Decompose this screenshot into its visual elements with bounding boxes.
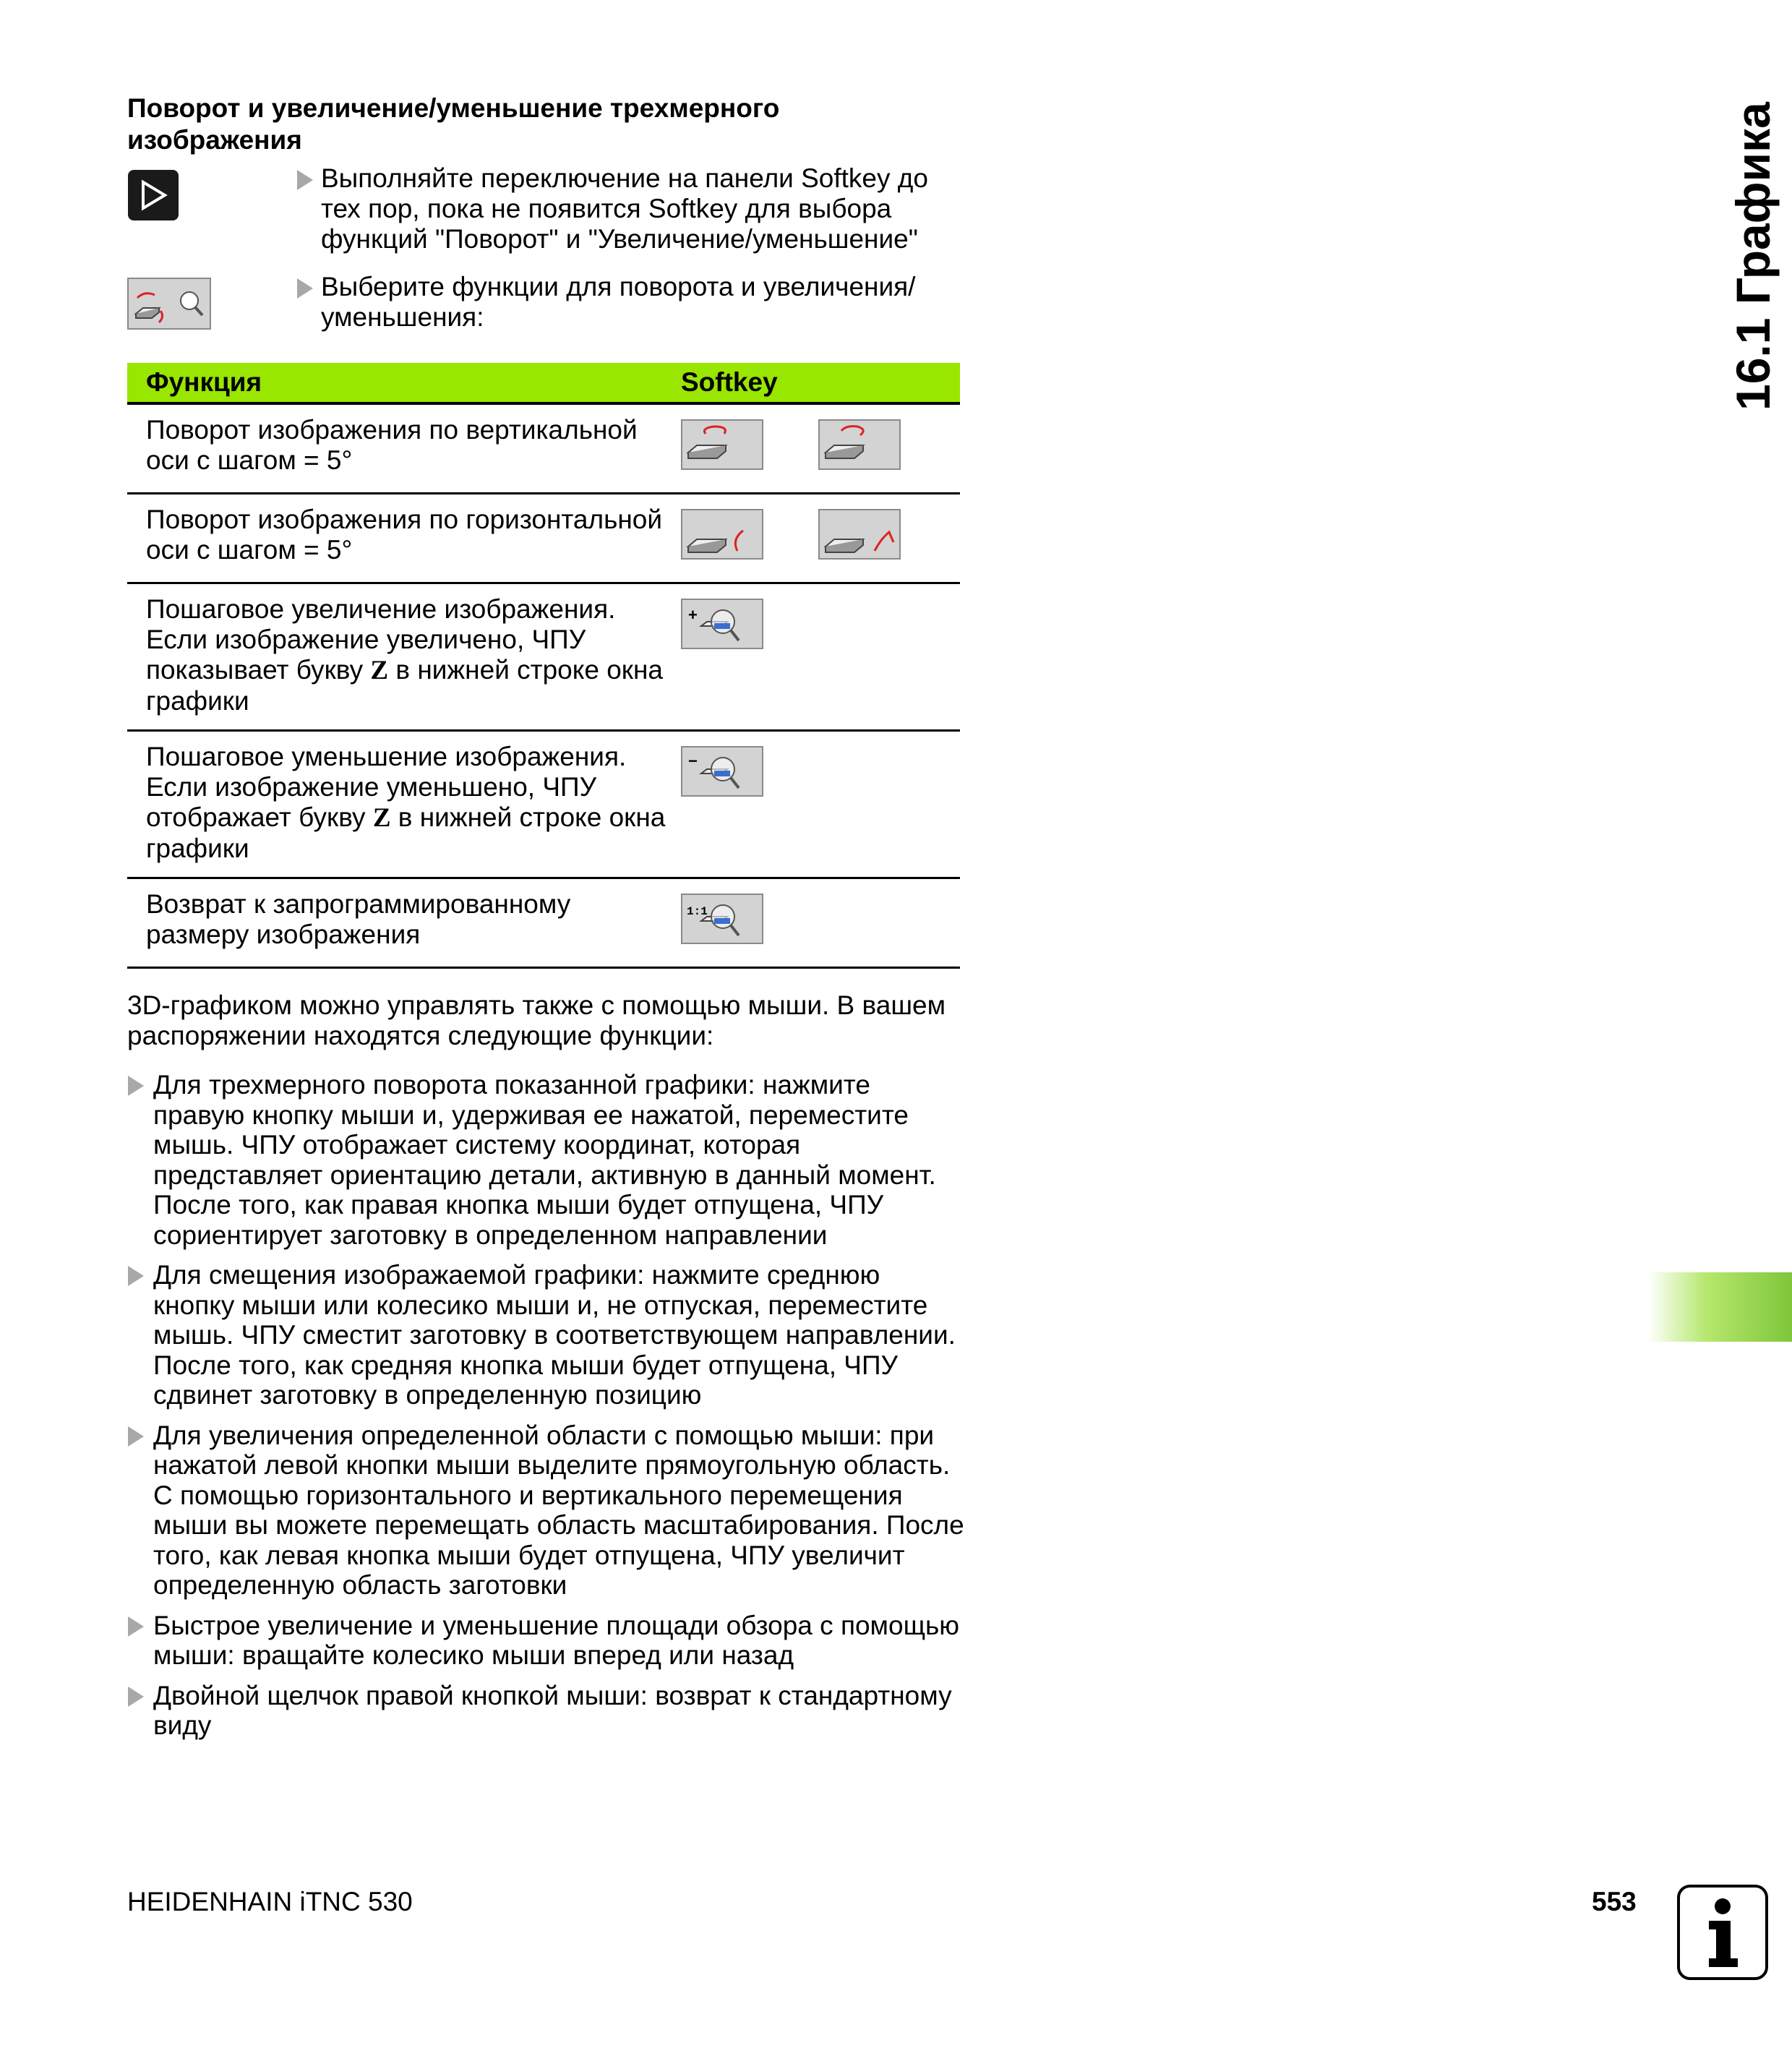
step-2-text: Выберите функции для поворота и увеличения/уменьшения: [321,272,916,332]
softkey-forward-icon [127,169,179,221]
bullet-icon [128,1266,144,1286]
zoom-in-icon[interactable] [681,599,763,649]
row-description [127,730,681,878]
zoom-out-icon[interactable] [681,746,763,797]
header-softkey: Softkey [681,363,960,403]
bullet-icon [128,1687,144,1707]
rotate-horizontal-up-icon[interactable] [818,509,901,560]
chapter-side-title-text: 16.1 Графика [1726,102,1780,411]
table-row [127,583,960,730]
row-softkeys [681,878,960,967]
rotate-vertical-left-icon[interactable] [681,419,763,470]
list-item-text: Для увеличения определенной области с помощью мыши: при нажатой левой кнопки мыши выделите прямоугольную область. С помощью горизонтального и вертикального перемещения мыши вы можете перемещать область масштабирования. После того, как левая кнопка мыши будет отпущена, ЧПУ увеличит определенную область заготовки [153,1420,964,1600]
list-item [127,1421,966,1601]
row-softkeys [681,730,960,878]
row-description: Поворот изображения по горизонтальной оси с шагом = 5° [127,493,681,583]
mouse-intro-paragraph: 3D-графиком можно управлять также с помощью мыши. В вашем распоряжении находятся следующие функции: [127,990,946,1050]
function-table [127,363,960,969]
rotate-zoom-softkey-icon [127,278,211,330]
row-softkeys [681,493,960,583]
bullet-icon [128,1426,144,1447]
list-item-text: Быстрое увеличение и уменьшение площади обзора с помощью мыши: вращайте колесико мыши вперед или назад [153,1610,960,1670]
step-2 [298,272,970,333]
page-number: 553 [1592,1887,1637,1916]
list-item-text: Двойной щелчок правой кнопкой мыши: возврат к стандартному виду [153,1680,952,1740]
zoom-reset-icon[interactable] [681,894,763,944]
bullet-icon [128,1616,144,1637]
table-row [127,878,960,967]
step-bullet-icon [297,170,313,190]
list-item [127,1070,966,1250]
table-header-row [127,363,960,403]
table-row [127,403,960,493]
list-item-text: Для трехмерного поворота показанной графики: нажмите правую кнопку мыши и, удерживая ее нажатой, переместите мышь. ЧПУ отображает систему координат, которая представляет ориентацию детали, активную в данный момент. После того, как правая кнопка мыши будет отпущена, ЧПУ сориентирует заготовку в определенном направлении [153,1070,936,1250]
section-heading: Поворот и увеличение/уменьшение трехмерного изображения [127,93,780,155]
table-row [127,493,960,583]
table-row [127,730,960,878]
step-bullet-icon [297,278,313,299]
chapter-tab-marker [1648,1272,1792,1342]
zoom-in-label: + [688,605,698,624]
zoom-out-label: − [688,751,698,770]
mouse-functions-list [127,1070,966,1751]
rotate-vertical-right-icon[interactable] [818,419,901,470]
list-item [127,1611,966,1671]
row-text-after: в нижней строке окна графики [146,802,666,863]
step-1-text: Выполняйте переключение на панели Softkey до тех пор, пока не появится Softkey для выбора функций "Поворот" и "Увеличение/уменьшение" [321,163,928,254]
row-description: Возврат к запрограммированному размеру изображения [127,878,681,967]
zoom-reset-label: 1:1 [687,904,708,918]
row-text-after: в нижней строке окна графики [146,654,663,716]
list-item [127,1260,966,1410]
rotate-horizontal-down-icon[interactable] [681,509,763,560]
row-description [127,583,681,730]
row-softkeys [681,583,960,730]
info-icon [1677,1885,1768,1980]
row-text-before: Пошаговое увеличение изображения. Если изображение увеличено, ЧПУ показывает букву [146,594,616,685]
bold-letter: Z [370,655,389,685]
header-function: Функция [127,363,681,403]
row-text-before: Пошаговое уменьшение изображения. Если изображение уменьшено, ЧПУ отображает букву [146,741,627,832]
row-softkeys [681,403,960,493]
list-item-text: Для смещения изображаемой графики: нажмите среднюю кнопку мыши или колесико мыши и, не отпуская, переместите мышь. ЧПУ сместит заготовку в соответствующем направлении. После того, как средняя кнопка мыши будет отпущена, ЧПУ сдвинет заготовку в определенную позицию [153,1260,956,1410]
bullet-icon [128,1076,144,1096]
chapter-side-title [1681,102,1780,411]
list-item [127,1681,966,1741]
bold-letter: Z [372,802,391,833]
row-description: Поворот изображения по вертикальной оси с шагом = 5° [127,403,681,493]
step-1 [298,163,970,254]
footer-product: HEIDENHAIN iTNC 530 [127,1887,413,1916]
